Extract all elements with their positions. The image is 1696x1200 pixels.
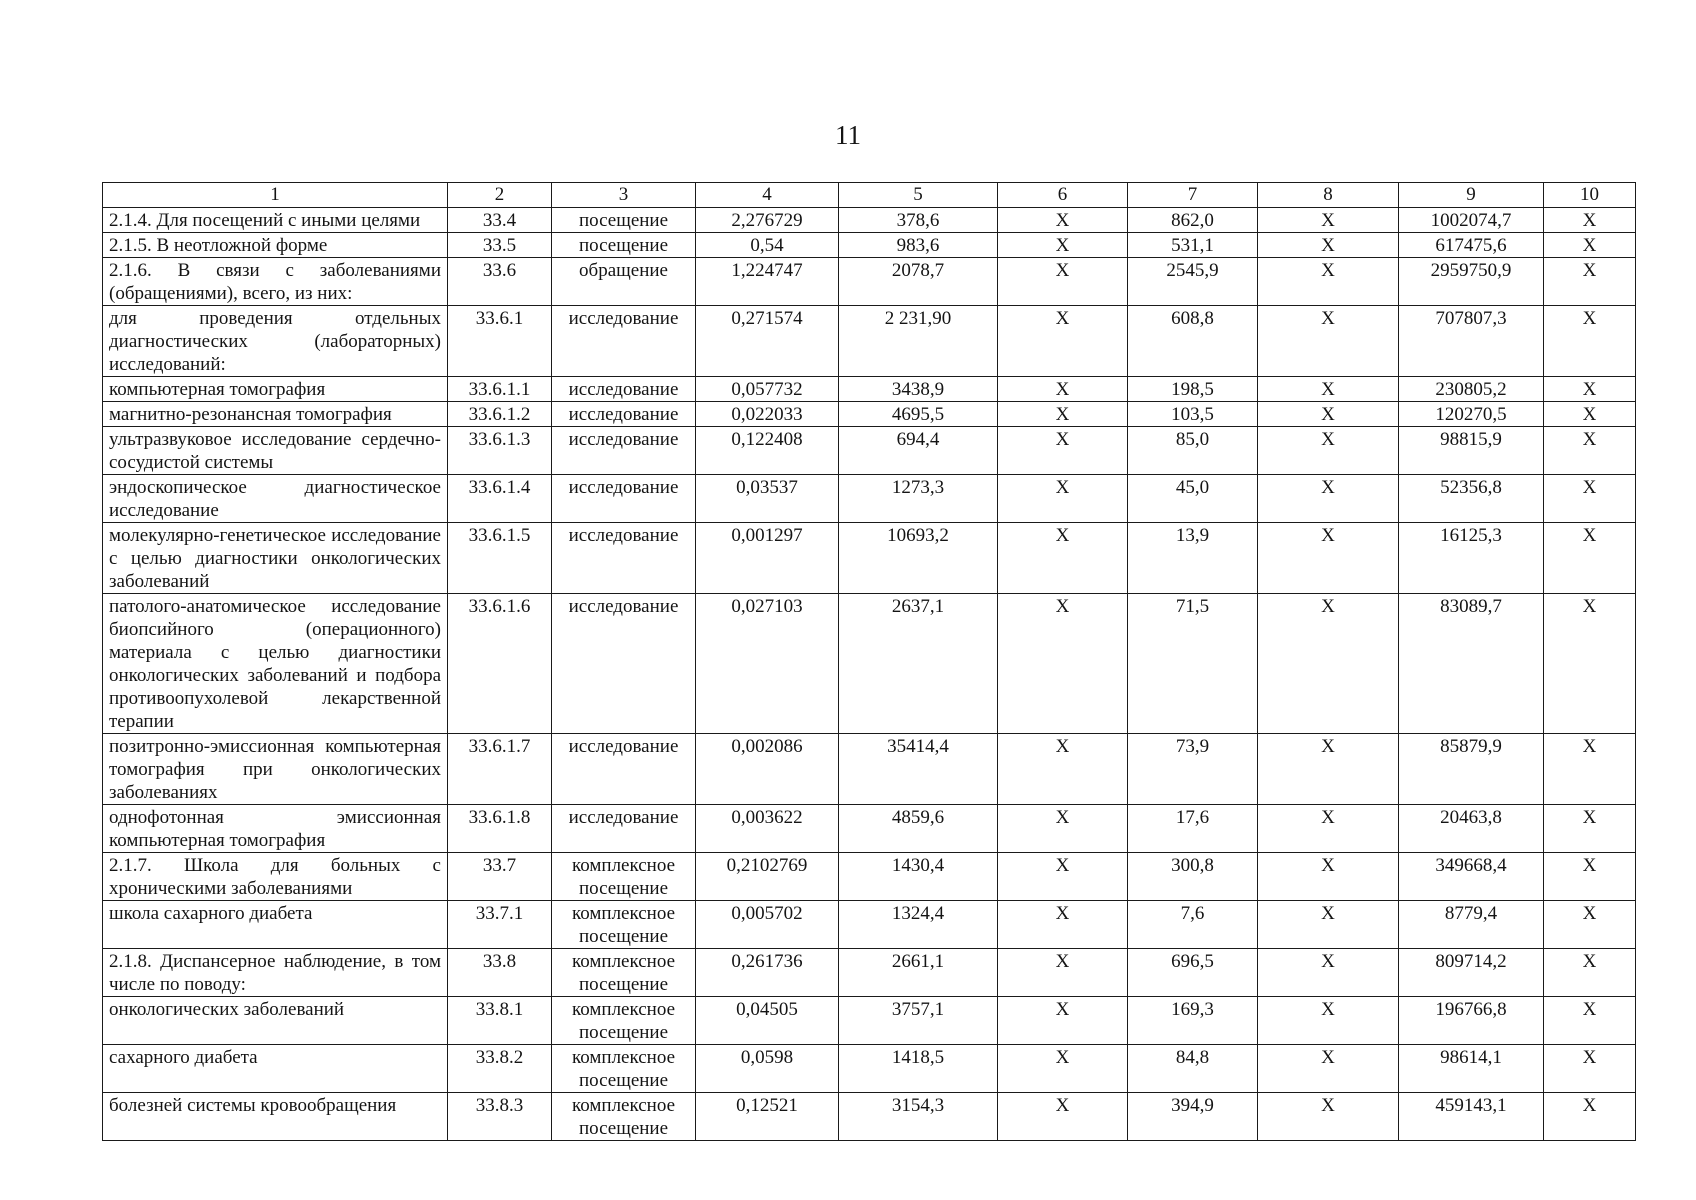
row-label: сахарного диабета (103, 1045, 448, 1093)
value-col8: X (1258, 258, 1399, 306)
row-code: 33.7 (448, 853, 552, 901)
value-col5: 35414,4 (839, 734, 998, 805)
unit-cell: исследование (552, 475, 696, 523)
value-col5: 4859,6 (839, 805, 998, 853)
unit-cell: исследование (552, 427, 696, 475)
value-col4: 0,002086 (696, 734, 839, 805)
value-col8: X (1258, 1045, 1399, 1093)
value-col10: X (1544, 734, 1636, 805)
value-col10: X (1544, 1045, 1636, 1093)
row-code: 33.6.1.5 (448, 523, 552, 594)
value-col8: X (1258, 475, 1399, 523)
value-col4: 0,2102769 (696, 853, 839, 901)
row-label: болезней системы кровообращения (103, 1093, 448, 1141)
row-code: 33.6.1.6 (448, 594, 552, 734)
row-label: патолого-анатомическое исследование биопсийного (операционного) материала с целью диагностики онкологических заболеваний и подбора противоопухолевой лекарственной терапии (103, 594, 448, 734)
value-col8: X (1258, 997, 1399, 1045)
value-col9: 8779,4 (1399, 901, 1544, 949)
value-col5: 378,6 (839, 208, 998, 233)
value-col7: 198,5 (1128, 377, 1258, 402)
value-col10: X (1544, 949, 1636, 997)
column-header: 7 (1128, 183, 1258, 208)
value-col6: X (998, 233, 1128, 258)
value-col5: 694,4 (839, 427, 998, 475)
value-col4: 0,057732 (696, 377, 839, 402)
table-row (103, 734, 1636, 805)
value-col5: 2661,1 (839, 949, 998, 997)
table-body (103, 183, 1636, 1141)
value-col7: 13,9 (1128, 523, 1258, 594)
value-col5: 1418,5 (839, 1045, 998, 1093)
table-row (103, 949, 1636, 997)
column-header-row (103, 183, 1636, 208)
value-col6: X (998, 1093, 1128, 1141)
row-label: магнитно-резонансная томография (103, 402, 448, 427)
value-col4: 0,271574 (696, 306, 839, 377)
value-col9: 196766,8 (1399, 997, 1544, 1045)
value-col8: X (1258, 949, 1399, 997)
value-col4: 0,027103 (696, 594, 839, 734)
row-label: позитронно-эмиссионная компьютерная томография при онкологических заболеваниях (103, 734, 448, 805)
unit-cell: исследование (552, 734, 696, 805)
value-col10: X (1544, 306, 1636, 377)
table-row (103, 523, 1636, 594)
value-col7: 85,0 (1128, 427, 1258, 475)
value-col9: 459143,1 (1399, 1093, 1544, 1141)
value-col10: X (1544, 377, 1636, 402)
value-col5: 983,6 (839, 233, 998, 258)
table-row (103, 1045, 1636, 1093)
value-col7: 45,0 (1128, 475, 1258, 523)
table-row (103, 805, 1636, 853)
table-row (103, 901, 1636, 949)
row-code: 33.8.1 (448, 997, 552, 1045)
value-col7: 531,1 (1128, 233, 1258, 258)
value-col8: X (1258, 402, 1399, 427)
row-code: 33.8.2 (448, 1045, 552, 1093)
table-row (103, 402, 1636, 427)
table-row (103, 233, 1636, 258)
table-row (103, 427, 1636, 475)
table-row (103, 306, 1636, 377)
value-col5: 1430,4 (839, 853, 998, 901)
value-col7: 696,5 (1128, 949, 1258, 997)
value-col9: 83089,7 (1399, 594, 1544, 734)
value-col7: 7,6 (1128, 901, 1258, 949)
column-header: 2 (448, 183, 552, 208)
row-label: 2.1.6. В связи с заболеваниями (обращениями), всего, из них: (103, 258, 448, 306)
row-code: 33.6.1.8 (448, 805, 552, 853)
row-code: 33.6 (448, 258, 552, 306)
value-col4: 0,03537 (696, 475, 839, 523)
row-code: 33.5 (448, 233, 552, 258)
value-col6: X (998, 208, 1128, 233)
unit-cell: исследование (552, 377, 696, 402)
value-col6: X (998, 734, 1128, 805)
value-col5: 1324,4 (839, 901, 998, 949)
value-col8: X (1258, 805, 1399, 853)
value-col7: 103,5 (1128, 402, 1258, 427)
row-code: 33.6.1.7 (448, 734, 552, 805)
value-col9: 707807,3 (1399, 306, 1544, 377)
value-col9: 120270,5 (1399, 402, 1544, 427)
row-label: онкологических заболеваний (103, 997, 448, 1045)
value-col7: 608,8 (1128, 306, 1258, 377)
value-col4: 0,122408 (696, 427, 839, 475)
value-col4: 0,022033 (696, 402, 839, 427)
table-row (103, 377, 1636, 402)
value-col6: X (998, 377, 1128, 402)
value-col5: 10693,2 (839, 523, 998, 594)
value-col8: X (1258, 233, 1399, 258)
value-col10: X (1544, 208, 1636, 233)
value-col9: 2959750,9 (1399, 258, 1544, 306)
row-label: однофотонная эмиссионная компьютерная томография (103, 805, 448, 853)
value-col7: 84,8 (1128, 1045, 1258, 1093)
value-col9: 98815,9 (1399, 427, 1544, 475)
value-col5: 3438,9 (839, 377, 998, 402)
row-label: для проведения отдельных диагностических (лабораторных) исследований: (103, 306, 448, 377)
unit-cell: обращение (552, 258, 696, 306)
value-col4: 2,276729 (696, 208, 839, 233)
column-header: 10 (1544, 183, 1636, 208)
unit-cell: исследование (552, 306, 696, 377)
value-col9: 16125,3 (1399, 523, 1544, 594)
value-col4: 0,005702 (696, 901, 839, 949)
row-code: 33.6.1.1 (448, 377, 552, 402)
row-code: 33.6.1.4 (448, 475, 552, 523)
row-label: молекулярно-генетическое исследование с целью диагностики онкологических заболеваний (103, 523, 448, 594)
table-row (103, 475, 1636, 523)
value-col6: X (998, 306, 1128, 377)
value-col9: 617475,6 (1399, 233, 1544, 258)
unit-cell: комплексное посещение (552, 1093, 696, 1141)
value-col10: X (1544, 523, 1636, 594)
unit-cell: посещение (552, 208, 696, 233)
value-col5: 2 231,90 (839, 306, 998, 377)
unit-cell: комплексное посещение (552, 1045, 696, 1093)
table-row (103, 594, 1636, 734)
row-label: школа сахарного диабета (103, 901, 448, 949)
unit-cell: комплексное посещение (552, 853, 696, 901)
table-row (103, 853, 1636, 901)
value-col6: X (998, 997, 1128, 1045)
value-col10: X (1544, 233, 1636, 258)
value-col4: 1,224747 (696, 258, 839, 306)
value-col7: 169,3 (1128, 997, 1258, 1045)
value-col6: X (998, 805, 1128, 853)
value-col10: X (1544, 402, 1636, 427)
column-header: 3 (552, 183, 696, 208)
value-col7: 17,6 (1128, 805, 1258, 853)
value-col6: X (998, 258, 1128, 306)
indicators-table (102, 182, 1636, 1141)
row-code: 33.8.3 (448, 1093, 552, 1141)
value-col5: 3757,1 (839, 997, 998, 1045)
unit-cell: комплексное посещение (552, 997, 696, 1045)
value-col10: X (1544, 427, 1636, 475)
table-row (103, 997, 1636, 1045)
table-row (103, 1093, 1636, 1141)
value-col8: X (1258, 734, 1399, 805)
value-col9: 98614,1 (1399, 1045, 1544, 1093)
column-header: 8 (1258, 183, 1399, 208)
table-row (103, 258, 1636, 306)
value-col8: X (1258, 427, 1399, 475)
value-col8: X (1258, 523, 1399, 594)
value-col10: X (1544, 258, 1636, 306)
value-col7: 2545,9 (1128, 258, 1258, 306)
value-col10: X (1544, 853, 1636, 901)
value-col4: 0,001297 (696, 523, 839, 594)
row-code: 33.7.1 (448, 901, 552, 949)
value-col7: 394,9 (1128, 1093, 1258, 1141)
value-col10: X (1544, 475, 1636, 523)
unit-cell: исследование (552, 594, 696, 734)
value-col5: 3154,3 (839, 1093, 998, 1141)
row-label: 2.1.4. Для посещений с иными целями (103, 208, 448, 233)
row-label: ультразвуковое исследование сердечно-сосудистой системы (103, 427, 448, 475)
value-col5: 1273,3 (839, 475, 998, 523)
table-row (103, 208, 1636, 233)
value-col8: X (1258, 377, 1399, 402)
row-label: 2.1.7. Школа для больных с хроническими заболеваниями (103, 853, 448, 901)
value-col6: X (998, 1045, 1128, 1093)
value-col5: 2078,7 (839, 258, 998, 306)
value-col10: X (1544, 901, 1636, 949)
value-col6: X (998, 901, 1128, 949)
value-col8: X (1258, 901, 1399, 949)
value-col7: 862,0 (1128, 208, 1258, 233)
row-code: 33.4 (448, 208, 552, 233)
value-col7: 73,9 (1128, 734, 1258, 805)
row-label: 2.1.8. Диспансерное наблюдение, в том числе по поводу: (103, 949, 448, 997)
value-col10: X (1544, 1093, 1636, 1141)
value-col8: X (1258, 1093, 1399, 1141)
value-col10: X (1544, 805, 1636, 853)
value-col6: X (998, 402, 1128, 427)
value-col8: X (1258, 208, 1399, 233)
row-label: компьютерная томография (103, 377, 448, 402)
value-col9: 85879,9 (1399, 734, 1544, 805)
value-col9: 809714,2 (1399, 949, 1544, 997)
row-code: 33.8 (448, 949, 552, 997)
unit-cell: исследование (552, 523, 696, 594)
row-label: эндоскопическое диагностическое исследование (103, 475, 448, 523)
column-header: 1 (103, 183, 448, 208)
unit-cell: исследование (552, 402, 696, 427)
column-header: 5 (839, 183, 998, 208)
value-col5: 2637,1 (839, 594, 998, 734)
page-number: 11 (835, 120, 861, 150)
unit-cell: комплексное посещение (552, 949, 696, 997)
value-col8: X (1258, 594, 1399, 734)
value-col6: X (998, 949, 1128, 997)
unit-cell: комплексное посещение (552, 901, 696, 949)
value-col8: X (1258, 306, 1399, 377)
value-col7: 71,5 (1128, 594, 1258, 734)
value-col4: 0,261736 (696, 949, 839, 997)
value-col9: 1002074,7 (1399, 208, 1544, 233)
row-code: 33.6.1.2 (448, 402, 552, 427)
value-col10: X (1544, 997, 1636, 1045)
value-col4: 0,003622 (696, 805, 839, 853)
row-label: 2.1.5. В неотложной форме (103, 233, 448, 258)
value-col7: 300,8 (1128, 853, 1258, 901)
column-header: 4 (696, 183, 839, 208)
unit-cell: исследование (552, 805, 696, 853)
value-col5: 4695,5 (839, 402, 998, 427)
value-col9: 230805,2 (1399, 377, 1544, 402)
value-col6: X (998, 853, 1128, 901)
unit-cell: посещение (552, 233, 696, 258)
value-col9: 52356,8 (1399, 475, 1544, 523)
column-header: 9 (1399, 183, 1544, 208)
value-col8: X (1258, 853, 1399, 901)
row-code: 33.6.1 (448, 306, 552, 377)
value-col4: 0,54 (696, 233, 839, 258)
value-col6: X (998, 594, 1128, 734)
value-col6: X (998, 427, 1128, 475)
value-col6: X (998, 523, 1128, 594)
value-col9: 20463,8 (1399, 805, 1544, 853)
value-col4: 0,04505 (696, 997, 839, 1045)
value-col9: 349668,4 (1399, 853, 1544, 901)
row-code: 33.6.1.3 (448, 427, 552, 475)
value-col6: X (998, 475, 1128, 523)
column-header: 6 (998, 183, 1128, 208)
value-col10: X (1544, 594, 1636, 734)
value-col4: 0,12521 (696, 1093, 839, 1141)
value-col4: 0,0598 (696, 1045, 839, 1093)
